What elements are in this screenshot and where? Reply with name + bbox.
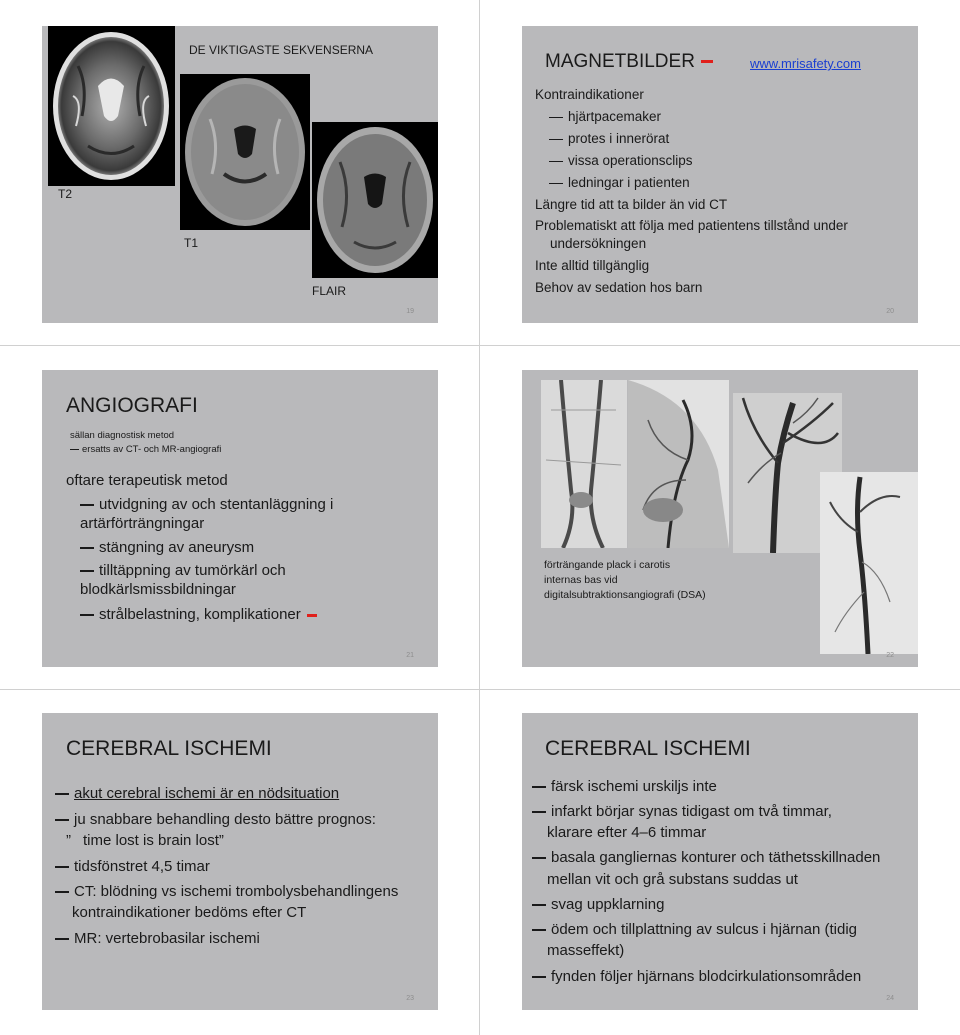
bullet-text: undersökningen [550,236,647,251]
bullet: tidsfönstret 4,5 timar [55,858,210,875]
page-number: 22 [886,652,894,659]
bullet-text: Problematiskt att följa med patientens tillstånd under [535,218,848,233]
page-divider-horizontal [0,345,960,346]
sub-bullet-cont: artärförträngningar [80,515,205,532]
page-number: 19 [406,308,414,315]
bullet-cont: klarare efter 4–6 timmar [547,824,707,841]
t1-mri-image [180,74,310,230]
red-dash-icon [307,614,317,617]
slide-title: CEREBRAL ISCHEMI [66,737,272,760]
bullet-text: Längre tid att ta bilder än vid CT [535,197,728,212]
page-divider-vertical [479,0,480,1035]
bullet-text: Kontraindikationer [535,87,644,102]
bullet: färsk ischemi urskiljs inte [532,778,717,795]
angiogram-image-1 [541,380,627,548]
bullet: svag uppklarning [532,896,664,913]
sub-bullet: ledningar i patienten [549,175,690,190]
bullet: akut cerebral ischemi är en nödsituation [55,785,339,802]
angiogram-image-2 [628,380,729,548]
bullet: infarkt börjar synas tidigast om två timmar, [532,803,832,820]
bullet-text: oftare terapeutisk metod [66,472,228,489]
bullet-text: Behov av sedation hos barn [535,280,703,295]
slide-21 [42,370,438,667]
caption-line: förträngande plack i carotis [544,559,671,571]
bullet: CT: blödning vs ischemi trombolysbehandlingens [55,883,398,900]
sub-bullet: hjärtpacemaker [549,109,661,124]
flair-label: FLAIR [312,284,347,298]
sub-bullet: strålbelastning, komplikationer [80,606,317,623]
small-bullet: sällan diagnostisk metod [70,430,175,441]
bullet: ödem och tillplattning av sulcus i hjärnan (tidig [532,921,857,938]
bullet: basala gangliernas konturer och täthetsskillnaden [532,849,880,866]
slide-heading: DE VIKTIGASTE SEKVENSERNA [189,43,374,57]
sub-bullet: tilltäppning av tumörkärl och [80,562,286,579]
red-dash-icon [701,60,713,63]
quote-line: ” time lost is brain lost” [66,832,224,849]
bullet: ju snabbare behandling desto bättre prognos: [55,811,376,828]
bullet: MR: vertebrobasilar ischemi [55,930,260,947]
slide-title: CEREBRAL ISCHEMI [545,737,751,760]
t1-label: T1 [184,236,199,250]
slide-20 [522,26,918,323]
angiogram-image-4 [820,472,918,654]
slide-title: MAGNETBILDER [545,51,713,73]
page-divider-horizontal [0,689,960,690]
page-number: 20 [886,308,894,315]
sub-bullet: vissa operationsclips [549,153,693,168]
flair-mri-image [312,122,438,278]
page-number: 21 [406,652,414,659]
page-number: 23 [406,995,414,1002]
t2-mri-image [48,26,175,186]
mrisafety-link[interactable]: www.mrisafety.com [750,56,861,71]
caption-line: internas bas vid [544,574,618,586]
small-sub-bullet: ersatts av CT- och MR-angiografi [70,444,221,455]
slide-19 [42,26,438,323]
bullet: fynden följer hjärnans blodcirkulationsområden [532,968,861,985]
bullet-cont: masseffekt) [547,942,625,959]
bullet-cont: mellan vit och grå substans suddas ut [547,871,798,888]
page-number: 24 [886,995,894,1002]
bullet-text: Inte alltid tillgänglig [535,258,650,273]
caption-line: digitalsubtraktionsangiografi (DSA) [544,589,706,601]
slide-22 [522,370,918,667]
slide-23 [42,713,438,1010]
sub-bullet: stängning av aneurysm [80,539,254,556]
sub-bullet: utvidgning av och stentanläggning i [80,496,333,513]
slide-24 [522,713,918,1010]
sub-bullet: protes i innerörat [549,131,669,146]
sub-bullet-cont: blodkärlsmissbildningar [80,581,236,598]
slide-title: ANGIOGRAFI [66,394,198,417]
t2-label: T2 [58,187,73,201]
bullet-cont: kontraindikationer bedöms efter CT [72,904,307,921]
